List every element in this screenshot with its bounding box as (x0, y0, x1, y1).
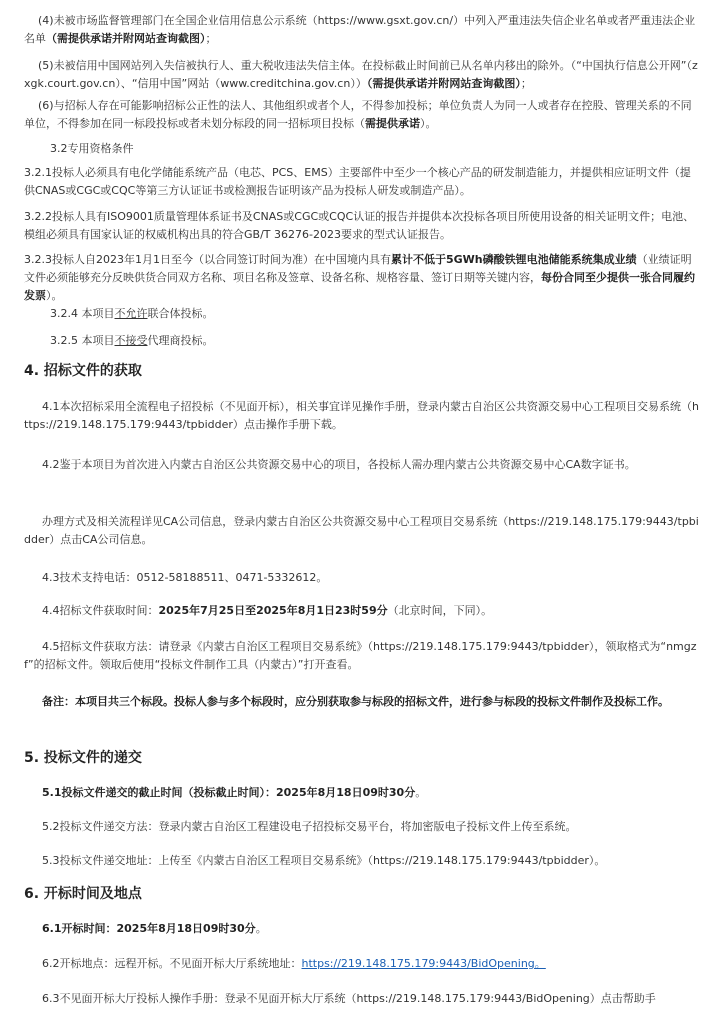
section-3-2-title: 3.2专用资格条件 (50, 142, 134, 155)
s61-bold: 6.1开标时间：2025年8月18日09时30分 (42, 922, 256, 935)
note-paragraph: 备注：本项目共三个标段。投标人参与多个标段时，应分别获取参与标段的招标文件，进行参与标段的投标文件制作及投标工作。 (42, 695, 669, 708)
s62-text: 6.2开标地点：远程开标。不见面开标大厅系统地址： (42, 957, 302, 970)
s44-bold: 2025年7月25日至2025年8月1日23时59分 (158, 604, 388, 617)
section-3-2-2: 3.2.2投标人具有ISO9001质量管理体系证书及CNAS或CGC或CQC认证的报告并提供本次投标各项目所使用设备的相关证明文件；电池、模组必须具有国家认证的权威机构出具的符合GB/T 36276-2023要求的型式认证报告。 (24, 210, 695, 241)
s44-text-2: （北京时间，下同）。 (387, 604, 493, 617)
s323-text-1: 3.2.3投标人自2023年1月1日至今（以合同签订时间为准）在中国境内具有 (24, 253, 391, 266)
section-6-2 (42, 955, 700, 973)
s325-underline: 不接受 (114, 334, 148, 347)
section-4-4 (42, 602, 700, 620)
s51-bold-1: 5.1投标文件递交的截止时间（投标截止时间）： (42, 786, 276, 799)
section-4-2: 4.2鉴于本项目为首次进入内蒙古自治区公共资源交易中心的项目，各投标人需办理内蒙古公共资源交易中心CA数字证书。 (42, 458, 636, 471)
section-4-1: 4.1本次招标采用全流程电子招投标（不见面开标），相关事宜详见操作手册，登录内蒙古自治区公共资源交易中心工程项目交易系统（https://219.148.175.179:9443/tpbidder）点击操作手册下载。 (24, 400, 699, 431)
para-6-text: (6)与招标人存在可能影响招标公正性的法人、其他组织或者个人，不得参加投标；单位负责人为同一人或者存在控股、管理关系的不同单位，不得参加在同一标段投标或者未划分标段的同一招标项目投标（ (24, 99, 692, 130)
para-5-text: (5)未被信用中国网站列入失信被执行人、重大税收违法失信主体。在投标截止时间前已从名单内移出的除外。（“中国执行信息公开网”（zxgk.court.gov.cn）、“信用中国”网站（www.creditchina.gov.cn）） (24, 59, 698, 90)
section-6-1 (42, 920, 700, 938)
section-3-2-3 (24, 251, 700, 305)
para-4 (24, 12, 700, 48)
s324-text-1: 3.2.4 本项目 (50, 307, 115, 320)
para-4-end: ； (205, 32, 217, 45)
para-5-end: ； (520, 77, 532, 90)
section-3-2-1: 3.2.1投标人必须具有电化学储能系统产品（电芯、PCS、EMS）主要部件中至少一个核心产品的研发制造能力，并提供相应证明文件（提供CNAS或CGC或CQC等第三方认证证书或检测报告证明该产品为投标人研发或制造产品）。 (24, 166, 691, 197)
s325-text-2: 代理商投标。 (147, 334, 214, 347)
section-3-2-5 (50, 332, 700, 350)
s324-text-2: 联合体投标。 (147, 307, 214, 320)
heading-6: 6. 开标时间及地点 (24, 886, 142, 902)
section-6-3: 6.3不见面开标大厅投标人操作手册：登录不见面开标大厅系统（https://219.148.175.179:9443/BidOpening）点击帮助手 (42, 992, 656, 1005)
section-4-5: 4.5招标文件获取方法：请登录《内蒙古自治区工程项目交易系统》（https://219.148.175.179:9443/tpbidder），领取格式为“nmgzf”的招标文件。领取后使用“投标文件制作工具（内蒙古）”打开查看。 (24, 640, 697, 671)
heading-4: 4. 招标文件的获取 (24, 363, 142, 379)
para-6-bold: 需提供承诺 (365, 117, 420, 130)
section-4-2-ca-info: 办理方式及相关流程详见CA公司信息，登录内蒙古自治区公共资源交易中心工程项目交易系统（https://219.148.175.179:9443/tpbidder）点击CA公司信息。 (24, 515, 699, 546)
section-4-3: 4.3技术支持电话：0512-58188511、0471-5332612。 (42, 571, 328, 584)
section-5-3: 5.3投标文件递交地址：上传至《内蒙古自治区工程项目交易系统》（https://219.148.175.179:9443/tpbidder）。 (42, 854, 606, 867)
section-3-2-4 (50, 305, 700, 323)
bid-opening-link[interactable]: https://219.148.175.179:9443/BidOpening。 (301, 957, 546, 970)
section-5-1 (42, 784, 700, 802)
para-5 (24, 57, 700, 93)
para-6 (24, 97, 700, 133)
s323-bold-1: 累计不低于5GWh磷酸铁锂电池储能系统集成业绩 (390, 253, 637, 266)
s324-underline: 不允许 (114, 307, 148, 320)
para-4-bold: （需提供承诺并附网站查询截图） (46, 32, 206, 45)
s44-text-1: 4.4招标文件获取时间： (42, 604, 159, 617)
s51-bold-2: 2025年8月18日09时30分 (276, 786, 416, 799)
para-4-text: (4)未被市场监督管理部门在全国企业信用信息公示系统（https://www.gsxt.gov.cn/）中列入严重违法失信企业名单或者严重违法企业名单 (24, 14, 696, 45)
para-6-end: ）。 (420, 117, 437, 130)
s51-end: 。 (415, 786, 427, 799)
heading-5: 5. 投标文件的递交 (24, 750, 142, 766)
s325-text-1: 3.2.5 本项目 (50, 334, 115, 347)
para-5-bold: （需提供承诺并附网站查询截图） (366, 77, 521, 90)
s323-text-2: （业绩证明文件必须能够充分反映供货合同双方名称、项目名称及签章、设备名称、规格容量、签订日期等关键内容， (24, 253, 692, 284)
section-5-2: 5.2投标文件递交方法：登录内蒙古自治区工程建设电子招投标交易平台，将加密版电子投标文件上传至系统。 (42, 820, 577, 833)
s61-end: 。 (255, 922, 267, 935)
s323-text-3: ）。 (46, 289, 63, 302)
s323-bold-2: 每份合同至少提供一张合同履约发票 (24, 271, 695, 302)
